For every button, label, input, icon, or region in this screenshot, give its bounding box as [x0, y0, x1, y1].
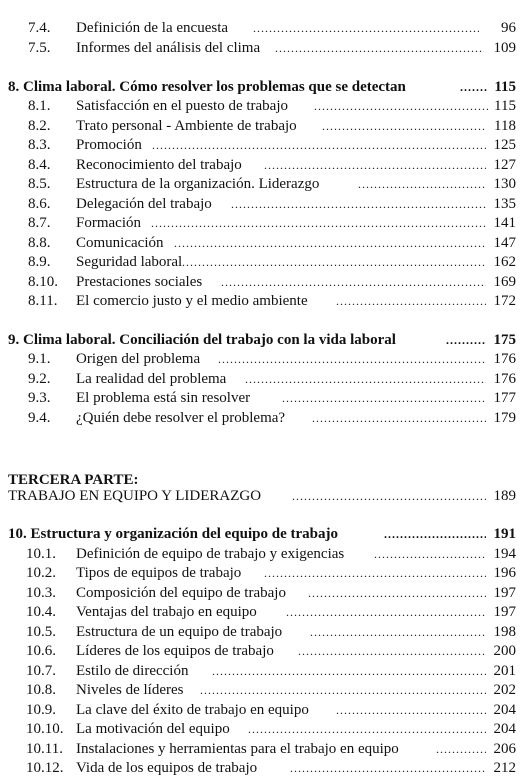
toc-entry-title: La motivación del equipo	[76, 721, 230, 737]
toc-entry-title: Promoción	[76, 137, 142, 153]
toc-entry[interactable]	[0, 680, 522, 700]
part-heading: TERCERA PARTE:	[8, 472, 139, 488]
toc-entry-number: 8.1.	[28, 98, 51, 114]
toc-entry-title: Instalaciones y herramientas para el trabajo en equipo	[76, 741, 399, 757]
dot-leader	[384, 524, 486, 544]
toc-entry-number: 8.8.	[28, 235, 51, 251]
dot-leader	[298, 641, 486, 661]
toc-entry-number: 10.11.	[26, 741, 63, 757]
toc-chapter-page: 115	[494, 79, 516, 95]
toc-entry-title: Seguridad laboral	[76, 254, 183, 270]
toc-entry-page: 172	[493, 293, 516, 309]
toc-entry[interactable]	[0, 174, 522, 194]
toc-entry-title: Tipos de equipos de trabajo	[76, 565, 242, 581]
toc-entry-title: Delegación del trabajo	[76, 196, 212, 212]
toc-entry-page: 204	[493, 721, 516, 737]
dot-leader	[312, 408, 486, 428]
dot-leader	[310, 622, 486, 642]
toc-entry-page: 206	[493, 741, 516, 757]
toc-entry-title: Origen del problema	[76, 351, 201, 367]
toc-entry-number: 8.2.	[28, 118, 51, 134]
toc-entry-number: 10.8.	[26, 682, 56, 698]
toc-entry-title: Estructura de un equipo de trabajo	[76, 624, 283, 640]
toc-entry-page: 194	[493, 546, 516, 562]
toc-entry[interactable]	[0, 18, 522, 38]
toc-entry-number: 10.10.	[26, 721, 64, 737]
dot-leader	[374, 544, 486, 564]
toc-entry-page: 125	[493, 137, 516, 153]
dot-leader	[446, 330, 486, 350]
toc-entry-page: 204	[493, 702, 516, 718]
toc-entry-number: 8.7.	[28, 215, 51, 231]
dot-leader	[314, 96, 488, 116]
toc-entry[interactable]	[0, 116, 522, 136]
toc-entry[interactable]	[0, 96, 522, 116]
dot-leader	[286, 602, 486, 622]
toc-entry-title: La clave del éxito de trabajo en equipo	[76, 702, 309, 718]
toc-entry-title: El problema está sin resolver	[76, 390, 251, 406]
toc-entry-page: 176	[493, 351, 516, 367]
toc-entry-title: Satisfacción en el puesto de trabajo	[76, 98, 289, 114]
toc-entry-page: 118	[494, 118, 516, 134]
toc-entry-title: Reconocimiento del trabajo	[76, 157, 242, 173]
toc-entry-title: El comercio justo y el medio ambiente	[76, 293, 308, 309]
toc-entry-number: 9.2.	[28, 371, 51, 387]
toc-chapter-title: 9. Clima laboral. Conciliación del trabajo con la vida laboral	[8, 332, 396, 348]
toc-entry-number: 8.5.	[28, 176, 51, 192]
dot-leader	[336, 700, 486, 720]
toc-entry[interactable]	[0, 544, 522, 564]
toc-entry-page: 177	[493, 390, 516, 406]
dot-leader	[151, 213, 486, 233]
toc-entry[interactable]	[0, 758, 522, 778]
toc-entry-number: 8.6.	[28, 196, 51, 212]
dot-leader	[308, 583, 486, 603]
toc-entry-page: 162	[493, 254, 516, 270]
toc-entry-title: ¿Quién debe resolver el problema?	[76, 410, 286, 426]
toc-entry-number: 8.4.	[28, 157, 51, 173]
dot-leader	[218, 349, 486, 369]
toc-entry[interactable]	[0, 602, 522, 622]
toc-entry-title: Definición de la encuesta	[76, 20, 229, 36]
toc-chapter-title: 8. Clima laboral. Cómo resolver los problemas que se detectan	[8, 79, 406, 95]
toc-entry[interactable]	[0, 739, 522, 759]
toc-entry-number: 7.5.	[28, 40, 51, 56]
dot-leader	[174, 233, 486, 253]
toc-chapter-page: 175	[493, 332, 516, 348]
toc-entry-page: 96	[501, 20, 516, 36]
toc-chapter-entry[interactable]	[0, 330, 522, 350]
toc-entry-title: Informes del análisis del clima	[76, 40, 261, 56]
toc-chapter-title: 10. Estructura y organización del equipo de trabajo	[8, 526, 338, 542]
toc-entry-page: 169	[493, 274, 516, 290]
toc-entry-page: 130	[493, 176, 516, 192]
toc-entry-number: 10.6.	[26, 643, 56, 659]
toc-entry-page: 196	[493, 565, 516, 581]
toc-entry-page: 201	[493, 663, 516, 679]
dot-leader	[152, 135, 486, 155]
toc-entry[interactable]	[0, 563, 522, 583]
toc-chapter-entry[interactable]	[0, 524, 522, 544]
dot-leader	[200, 680, 486, 700]
toc-entry[interactable]	[0, 369, 522, 389]
toc-entry-title: Definición de equipo de trabajo y exigencias	[76, 546, 345, 562]
toc-entry[interactable]	[0, 349, 522, 369]
toc-entry-title: La realidad del problema	[76, 371, 227, 387]
toc-entry[interactable]	[0, 291, 522, 311]
toc-entry-number: 9.1.	[28, 351, 51, 367]
toc-entry-number: 8.10.	[28, 274, 58, 290]
toc-entry-page: 212	[493, 760, 516, 776]
dot-leader	[436, 739, 486, 759]
toc-entry-page: 200	[493, 643, 516, 659]
toc-entry-page: 197	[493, 604, 516, 620]
toc-entry-number: 7.4.	[28, 20, 51, 36]
toc-entry-title: Líderes de los equipos de trabajo	[76, 643, 274, 659]
toc-entry[interactable]	[0, 641, 522, 661]
toc-entry[interactable]	[0, 252, 522, 272]
toc-entry-title: Estilo de dirección	[76, 663, 189, 679]
toc-entry-title: Estructura de la organización. Liderazgo	[76, 176, 320, 192]
toc-entry-number: 10.4.	[26, 604, 56, 620]
toc-entry-number: 8.3.	[28, 137, 51, 153]
toc-entry-page: 147	[493, 235, 516, 251]
dot-leader	[290, 758, 486, 778]
toc-entry[interactable]	[0, 135, 522, 155]
dot-leader	[264, 563, 486, 583]
toc-entry-title: Vida de los equipos de trabajo	[76, 760, 258, 776]
toc-entry[interactable]	[0, 700, 522, 720]
dot-leader	[358, 174, 486, 194]
toc-entry-title: Trato personal - Ambiente de trabajo	[76, 118, 297, 134]
toc-entry-number: 9.3.	[28, 390, 51, 406]
dot-leader	[221, 272, 486, 292]
toc-entry-title: Prestaciones sociales	[76, 274, 203, 290]
toc-chapter-entry[interactable]	[0, 77, 522, 97]
toc-part-title: TRABAJO EN EQUIPO Y LIDERAZGO	[8, 488, 262, 504]
toc-entry-page: 109	[493, 40, 516, 56]
toc-entry-page: 198	[493, 624, 516, 640]
toc-entry-number: 10.3.	[26, 585, 56, 601]
toc-entry-number: 10.7.	[26, 663, 56, 679]
dot-leader	[231, 194, 486, 214]
dot-leader	[275, 38, 484, 58]
toc-entry[interactable]	[0, 661, 522, 681]
dot-leader	[292, 486, 486, 506]
dot-leader	[245, 369, 486, 389]
toc-entry-number: 8.9.	[28, 254, 51, 270]
toc-entry[interactable]	[0, 194, 522, 214]
dot-leader	[264, 155, 486, 175]
toc-entry[interactable]	[0, 272, 522, 292]
dot-leader	[182, 252, 486, 272]
toc-entry-number: 10.12.	[26, 760, 64, 776]
dot-leader	[336, 291, 486, 311]
toc-part-page: 189	[493, 488, 516, 504]
toc-entry[interactable]	[0, 719, 522, 739]
dot-leader	[282, 388, 486, 408]
toc-entry-title: Formación	[76, 215, 141, 231]
toc-entry-number: 9.4.	[28, 410, 51, 426]
toc-entry-page: 115	[494, 98, 516, 114]
toc-entry[interactable]	[0, 155, 522, 175]
toc-entry[interactable]	[0, 408, 522, 428]
toc-part-entry[interactable]	[0, 486, 522, 506]
toc-entry-title: Ventajas del trabajo en equipo	[76, 604, 257, 620]
toc-entry-title: Comunicación	[76, 235, 164, 251]
toc-entry-page: 179	[493, 410, 516, 426]
toc-entry-page: 197	[493, 585, 516, 601]
toc-entry-page: 141	[493, 215, 516, 231]
dot-leader	[460, 77, 488, 97]
toc-entry-page: 202	[493, 682, 516, 698]
toc-entry[interactable]	[0, 233, 522, 253]
toc-entry[interactable]	[0, 38, 522, 58]
toc-entry-number: 10.5.	[26, 624, 56, 640]
toc-entry-page: 127	[493, 157, 516, 173]
toc-chapter-page: 191	[493, 526, 516, 542]
toc-entry-title: Niveles de líderes	[76, 682, 184, 698]
toc-entry-page: 135	[493, 196, 516, 212]
toc-entry-number: 8.11.	[28, 293, 58, 309]
toc-entry-title: Composición del equipo de trabajo	[76, 585, 286, 601]
dot-leader	[248, 719, 486, 739]
toc-entry[interactable]	[0, 583, 522, 603]
dot-leader	[212, 661, 486, 681]
dot-leader	[253, 18, 479, 38]
toc-entry-page: 176	[493, 371, 516, 387]
toc-entry[interactable]	[0, 388, 522, 408]
toc-entry-number: 10.2.	[26, 565, 56, 581]
dot-leader	[322, 116, 486, 136]
toc-entry[interactable]	[0, 213, 522, 233]
toc-entry[interactable]	[0, 622, 522, 642]
toc-entry-number: 10.1.	[26, 546, 56, 562]
toc-entry-number: 10.9.	[26, 702, 56, 718]
